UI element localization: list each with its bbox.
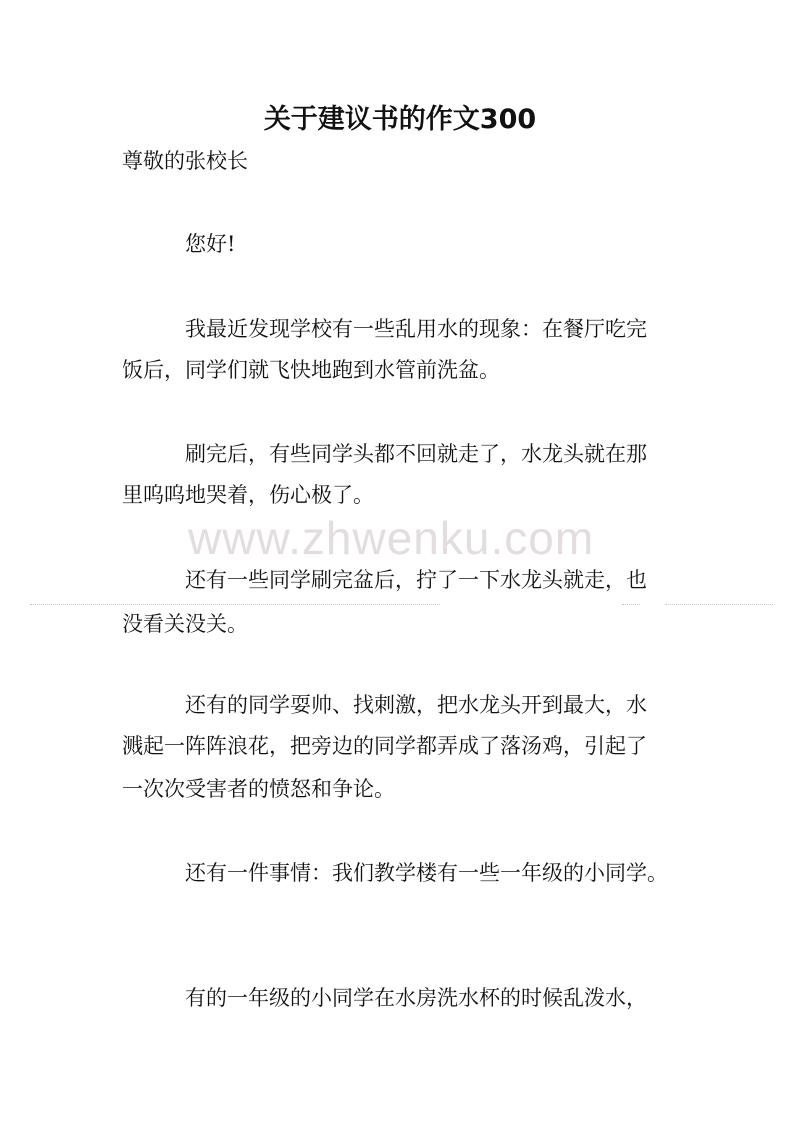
page-divider [665, 604, 773, 605]
page-divider [622, 604, 640, 605]
paragraph-line: 还有一些同学刷完盆后，拧了一下水龙头就走，也 [185, 568, 647, 592]
salutation: 尊敬的张校长 [122, 149, 248, 173]
paragraph-line: 还有一件事情：我们教学楼有一些一年级的小同学。 [185, 861, 668, 885]
paragraph-line: 我最近发现学校有一些乱用水的现象：在餐厅吃完 [185, 317, 647, 341]
paragraph-line: 饭后，同学们就飞快地跑到水管前洗盆。 [122, 358, 500, 382]
paragraph-line: 还有的同学耍帅、找刺激，把水龙头开到最大，水 [185, 693, 647, 717]
greeting: 您好! [185, 232, 236, 256]
paragraph-line: 没看关没关。 [122, 612, 248, 636]
paragraph-line: 一次次受害者的愤怒和争论。 [122, 777, 395, 801]
paragraph-line: 刷完后，有些同学头都不回就走了，水龙头就在那 [185, 442, 647, 466]
paragraph-line: 里呜呜地哭着，伤心极了。 [122, 483, 374, 507]
paragraph-line: 有的一年级的小同学在水房洗水杯的时候乱泼水， [185, 986, 647, 1010]
document-title: 关于建议书的作文300 [263, 104, 537, 135]
watermark: www.zhwenku.com [188, 512, 595, 564]
paragraph-line: 溅起一阵阵浪花，把旁边的同学都弄成了落汤鸡，引起了 [122, 734, 647, 758]
page-divider [30, 604, 440, 605]
